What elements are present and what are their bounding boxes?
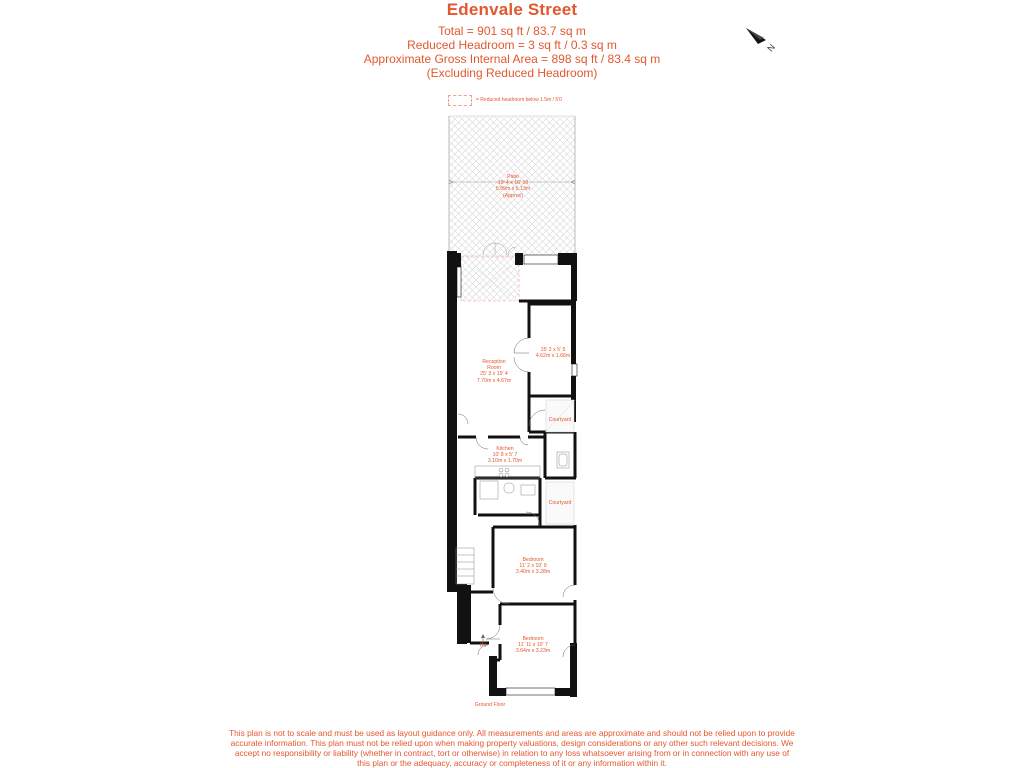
entrance-label: IN	[480, 643, 486, 649]
disclaimer-text: This plan is not to scale and must be used as layout guidance only. All measurements and areas are approximate and should not be relied upon to provide accurate information. This plan must not be relied upon when making property valuations, design considerations or any other such relevant decisions. We accept no responsibility or liability (whether in contract, tort or otherwise) in relation to any loss whatsoever arising from or in connection with any use of this plan or the adequacy, accuracy or completeness of it or any information within it.	[229, 728, 795, 768]
patio-label: Patio 19' 4 x 16' 10 5.89m x 5.13m (Approx)	[495, 174, 531, 199]
outer-walls	[447, 251, 577, 697]
bedroom2-label: Bedroom 11' 11 x 10' 7 3.64m x 3.23m	[515, 636, 551, 655]
total-area: Total = 901 sq ft / 83.7 sq m	[438, 24, 586, 38]
gross-internal-area: Approximate Gross Internal Area = 898 sq ft / 83.4 sq m	[363, 52, 661, 66]
area-note: (Excluding Reduced Headroom)	[426, 66, 598, 80]
floor-label: Ground Floor	[474, 702, 506, 708]
reduced-headroom-area: Reduced Headroom = 3 sq ft / 0.3 sq m	[407, 38, 617, 52]
legend-text: = Reduced headroom below 1.5m / 5'0	[476, 97, 562, 103]
bathroom-fixtures	[480, 481, 535, 499]
side-room-label: 15' 2 x 5' 5 4.62m x 1.66m	[535, 347, 571, 360]
kitchen-label: Kitchen 10' 8 x 5' 7 3.10m x 1.70m	[487, 446, 523, 465]
plan-title: Edenvale Street	[446, 0, 578, 19]
north-letter: N	[765, 42, 778, 54]
bedroom1-label: Bedroom 11' 2 x 10' 9 3.40m x 3.28m	[515, 557, 551, 576]
courtyard-upper-label: Courtyard	[548, 417, 572, 423]
courtyard-lower-label: Courtyard	[548, 500, 572, 506]
reduced-headroom-zone	[461, 257, 519, 301]
reception-label: Reception Room 25' 3 x 15' 4 7.70m x 4.67m	[476, 359, 512, 384]
stairs	[456, 548, 474, 584]
entrance-marker	[481, 634, 485, 641]
